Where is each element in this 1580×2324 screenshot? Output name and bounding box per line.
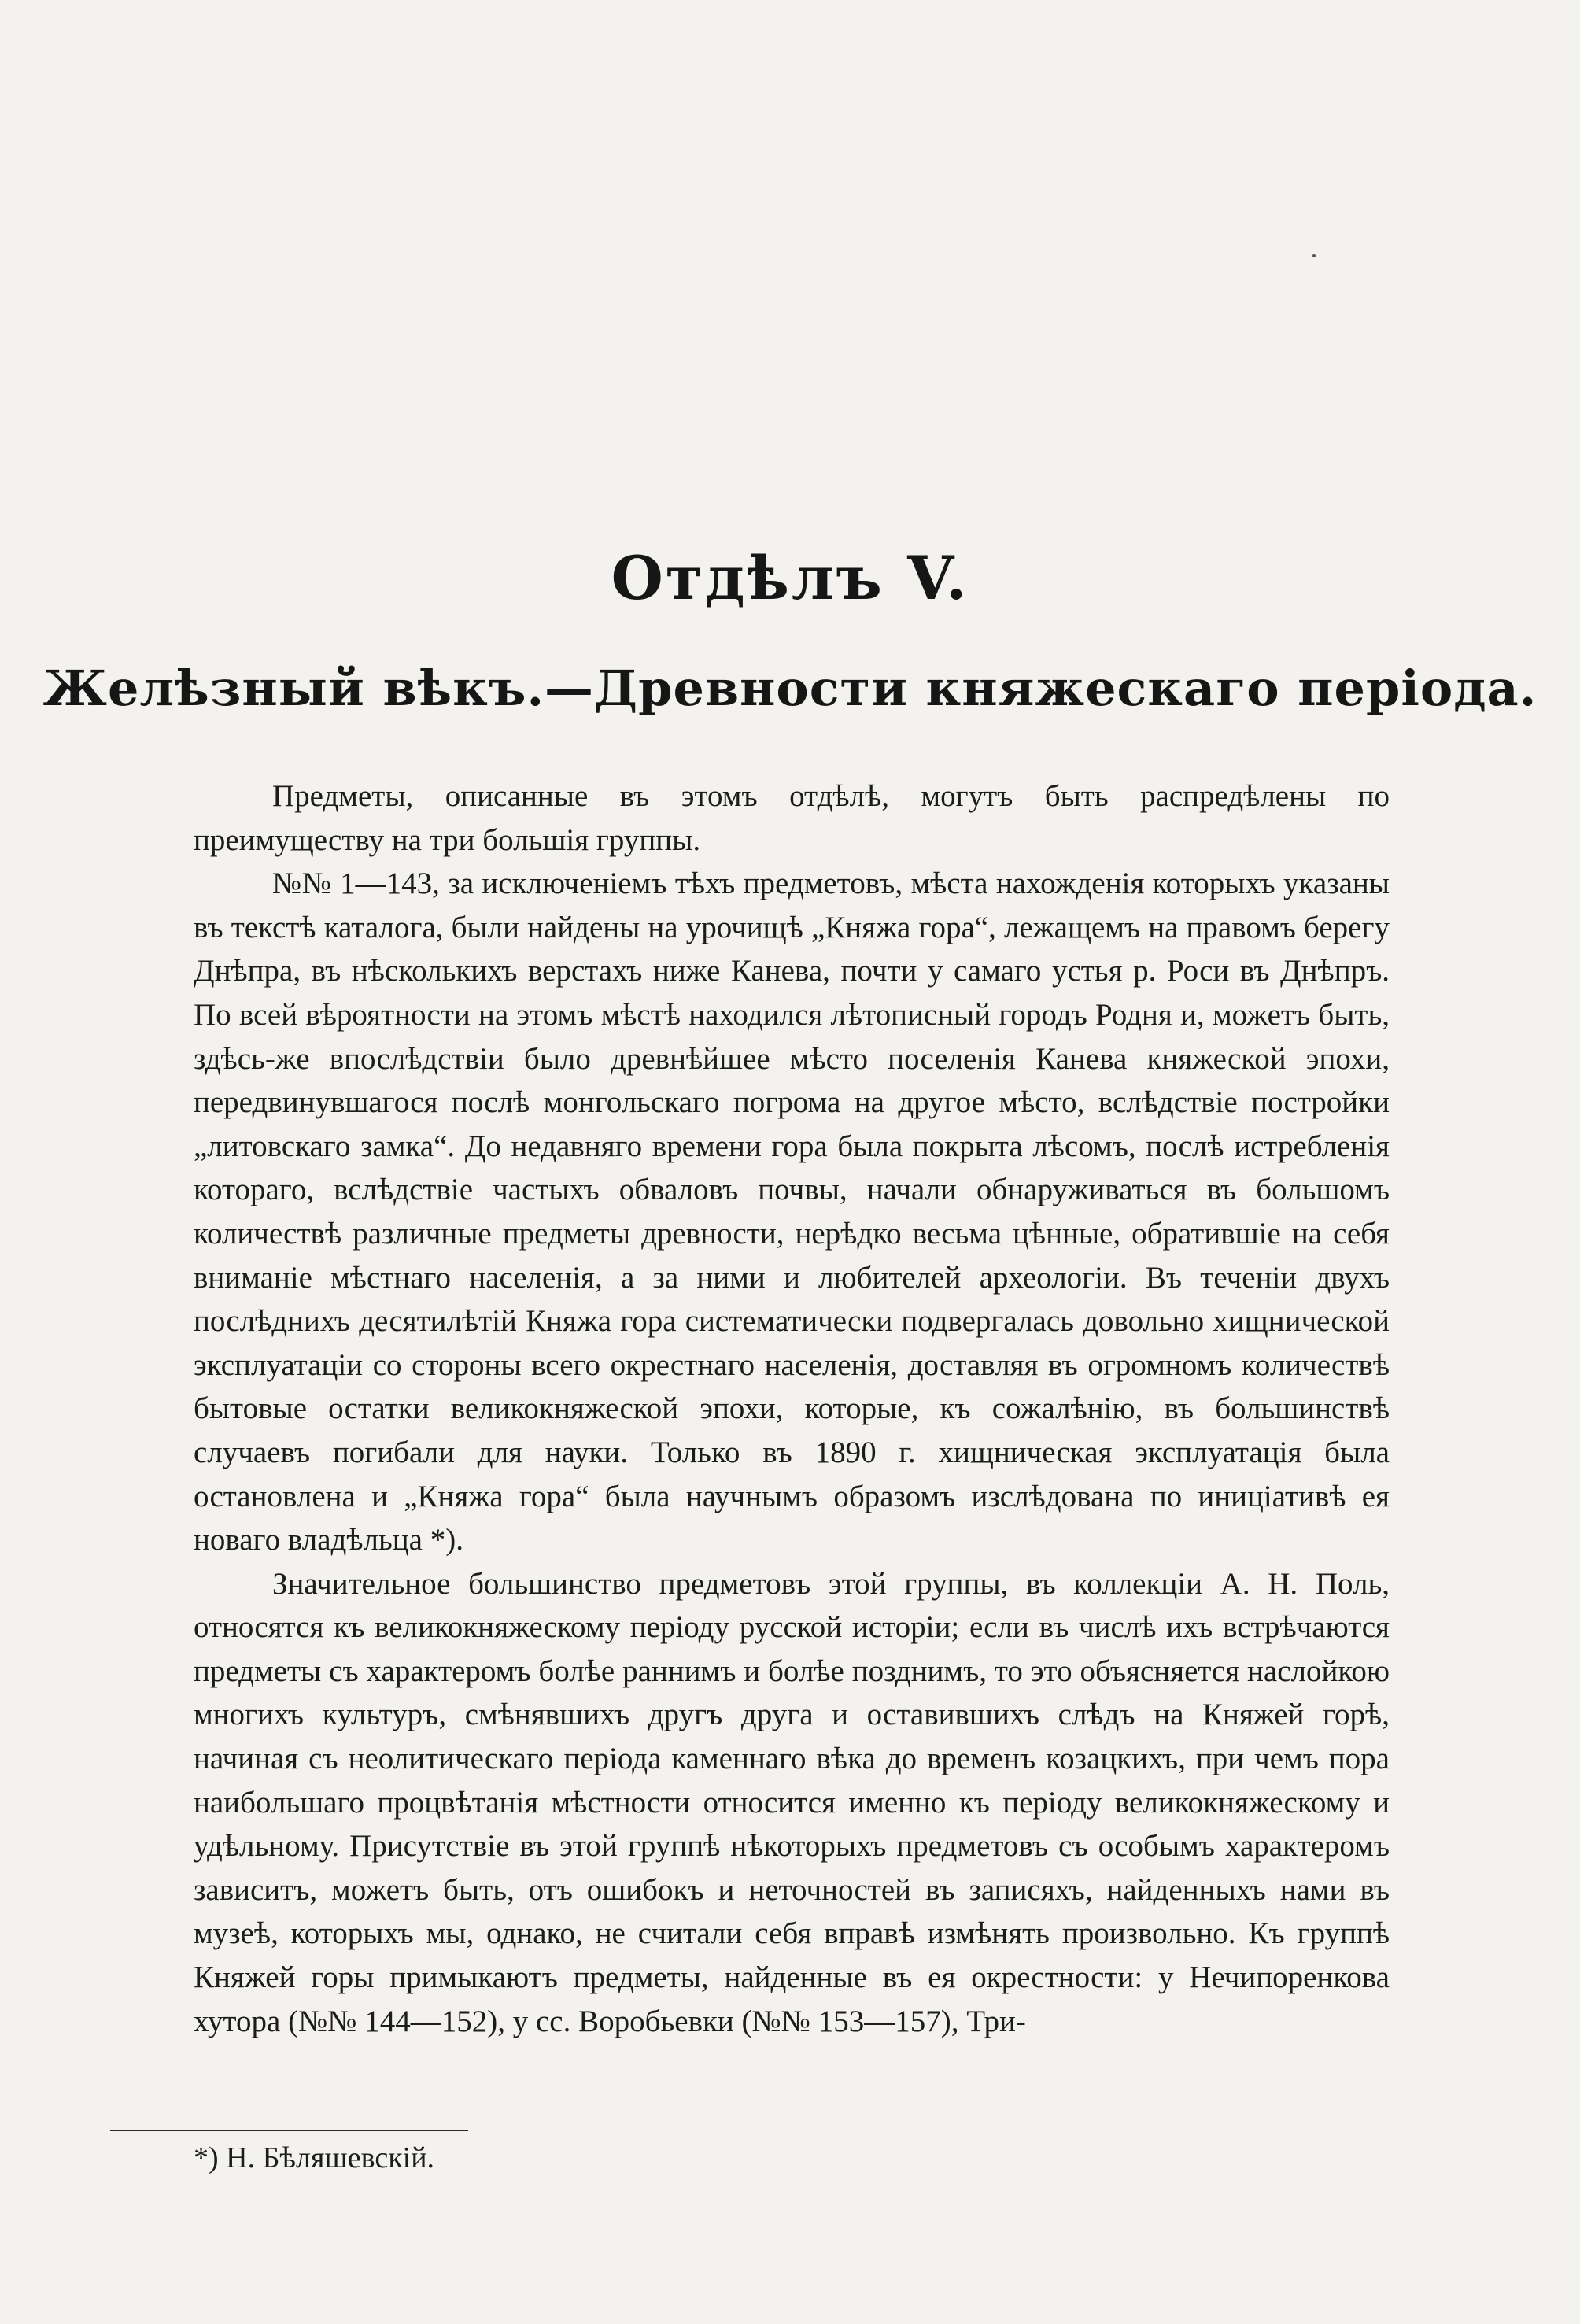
paragraph-intro: Предметы, описанные въ этомъ отдѣлѣ, могутъ быть распредѣлены по преимуществу на три большія группы. <box>194 779 1390 857</box>
footnote: *) Н. Бѣляшевскій. <box>194 2141 435 2174</box>
paragraph-collection: Значительное большинство предметовъ этой группы, въ коллекціи А. Н. Поль, относятся къ великокняжескому періоду русской исторіи; если въ числѣ ихъ встрѣчаются предметы съ характеромъ болѣе раннимъ и болѣе позднимъ, то это объясняется наслойкою многихъ культуръ, смѣнявшихъ другъ друга и оставившихъ слѣдъ на Княжей горѣ, начиная съ неолитическаго періода каменнаго вѣка до временъ козацкихъ, при чемъ пора наибольшаго процвѣтанія мѣстности относится именно къ періоду великокняжескому и удѣльному. Присутствіе въ этой группѣ нѣкоторыхъ предметовъ съ особымъ характеромъ зависитъ, можетъ быть, отъ ошибокъ и неточностей въ записяхъ, найденныхъ нами въ музеѣ, которыхъ мы, однако, не считали себя вправѣ измѣнять произвольно. Къ группѣ Княжей горы примыкаютъ предметы, найденные въ ея окрестности: у Нечипоренкова хутора (№№ 144—152), у сс. Воробьевки (№№ 153—157), Три- <box>194 1566 1390 2038</box>
chapter-title: Желѣзный вѣкъ.—Древности княжескаго періода. <box>42 660 1538 717</box>
ink-speck <box>1312 254 1316 257</box>
paragraph-kniazha-gora: №№ 1—143, за исключеніемъ тѣхъ предметовъ, мѣста нахожденія которыхъ указаны въ текстѣ каталога, были найдены на урочищѣ „Княжа гора“, лежащемъ на правомъ берегу Днѣпра, въ нѣсколькихъ верстахъ ниже Канева, почти у самаго устья р. Роси въ Днѣпръ. По всей вѣроятности на этомъ мѣстѣ находился лѣтописный городъ Родня и, можетъ быть, здѣсь-же впослѣдствіи было древнѣйшее мѣсто поселенія Канева княжеской эпохи, передвинувшагося послѣ монгольскаго погрома на другое мѣсто, вслѣдствіе постройки „литовскаго замка“. До недавняго времени гора была покрыта лѣсомъ, послѣ истребленія котораго, вслѣдствіе частыхъ обваловъ почвы, начали обнаруживаться въ большомъ количествѣ различные предметы древности, нерѣдко весьма цѣнные, обратившіе на себя вниманіе мѣстнаго населенія, а за ними и любителей археологіи. Въ теченіи двухъ послѣднихъ десятилѣтій Княжа гора систематически подвергалась довольно хищнической эксплуатаціи со стороны всего окрестнаго населенія, доставляя въ огромномъ количествѣ бытовые остатки великокняжеской эпохи, которые, къ сожалѣнію, въ большинствѣ случаевъ погибали для науки. Только въ 1890 г. хищническая эксплуатація была остановлена и „Княжа гора“ была научнымъ образомъ изслѣдована по иниціативѣ ея новаго владѣльца *). <box>194 866 1390 1557</box>
section-heading: Отдѣлъ V. <box>611 543 969 613</box>
body-text <box>194 774 1390 2043</box>
footnote-divider <box>110 2130 468 2131</box>
